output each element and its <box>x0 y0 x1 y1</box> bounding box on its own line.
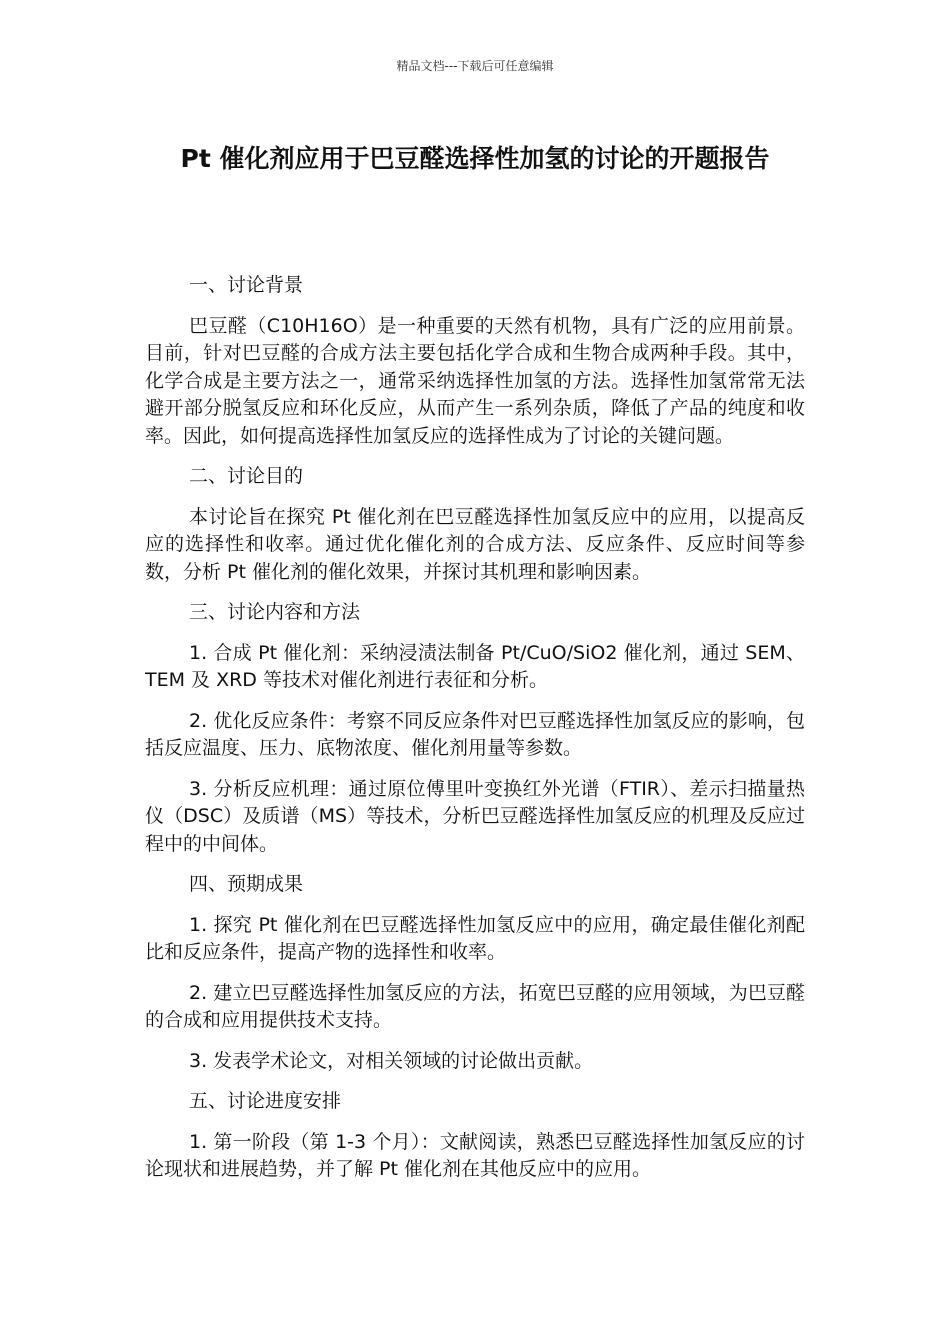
list-item-method-2: 2. 优化反应条件：考察不同反应条件对巴豆醛选择性加氢反应的影响，包括反应温度、压力、底物浓度、催化剂用量等参数。 <box>145 709 805 759</box>
list-item-method-1: 1. 合成 Pt 催化剂：采纳浸渍法制备 Pt/CuO/SiO2 催化剂，通过 SEM、TEM 及 XRD 等技术对催化剂进行表征和分析。 <box>145 641 805 691</box>
paragraph-background: 巴豆醛（C10H16O）是一种重要的天然有机物，具有广泛的应用前景。目前，针对巴豆醛的合成方法主要包括化学合成和生物合成两种手段。其中，化学合成是主要方法之一，通常采纳选择性加氢的方法。选择性加氢常常无法避开部分脱氢反应和环化反应，从而产生一系列杂质，降低了产品的纯度和收率。因此，如何提高选择性加氢反应的选择性成为了讨论的关键问题。 <box>145 314 805 447</box>
section-heading-expected-results: 四、预期成果 <box>189 873 304 895</box>
page-header-note: 精品文档---下载后可任意编辑 <box>396 59 554 73</box>
list-item-schedule-1: 1. 第一阶段（第 1-3 个月）：文献阅读，熟悉巴豆醛选择性加氢反应的讨论现状和进展趋势，并了解 Pt 催化剂在其他反应中的应用。 <box>145 1130 805 1180</box>
section-heading-purpose: 二、讨论目的 <box>189 465 304 487</box>
list-item-result-1: 1. 探究 Pt 催化剂在巴豆醛选择性加氢反应中的应用，确定最佳催化剂配比和反应条件，提高产物的选择性和收率。 <box>145 913 805 963</box>
section-heading-content-methods: 三、讨论内容和方法 <box>189 601 361 623</box>
section-heading-background: 一、讨论背景 <box>189 274 304 296</box>
document-body <box>145 272 805 1197</box>
paragraph-purpose: 本讨论旨在探究 Pt 催化剂在巴豆醛选择性加氢反应中的应用，以提高反应的选择性和收率。通过优化催化剂的合成方法、反应条件、反应时间等参数，分析 Pt 催化剂的催化效果，并探讨其机理和影响因素。 <box>145 505 805 583</box>
list-item-method-3: 3. 分析反应机理：通过原位傅里叶变换红外光谱（FTIR）、差示扫描量热仪（DSC）及质谱（MS）等技术，分析巴豆醛选择性加氢反应的机理及反应过程中的中间体。 <box>145 777 805 855</box>
list-item-result-2: 2. 建立巴豆醛选择性加氢反应的方法，拓宽巴豆醛的应用领域，为巴豆醛的合成和应用提供技术支持。 <box>145 981 805 1031</box>
list-item-result-3: 3. 发表学术论文，对相关领域的讨论做出贡献。 <box>189 1049 594 1072</box>
section-heading-schedule: 五、讨论进度安排 <box>189 1090 342 1112</box>
document-title: Pt 催化剂应用于巴豆醛选择性加氢的讨论的开题报告 <box>180 144 770 173</box>
